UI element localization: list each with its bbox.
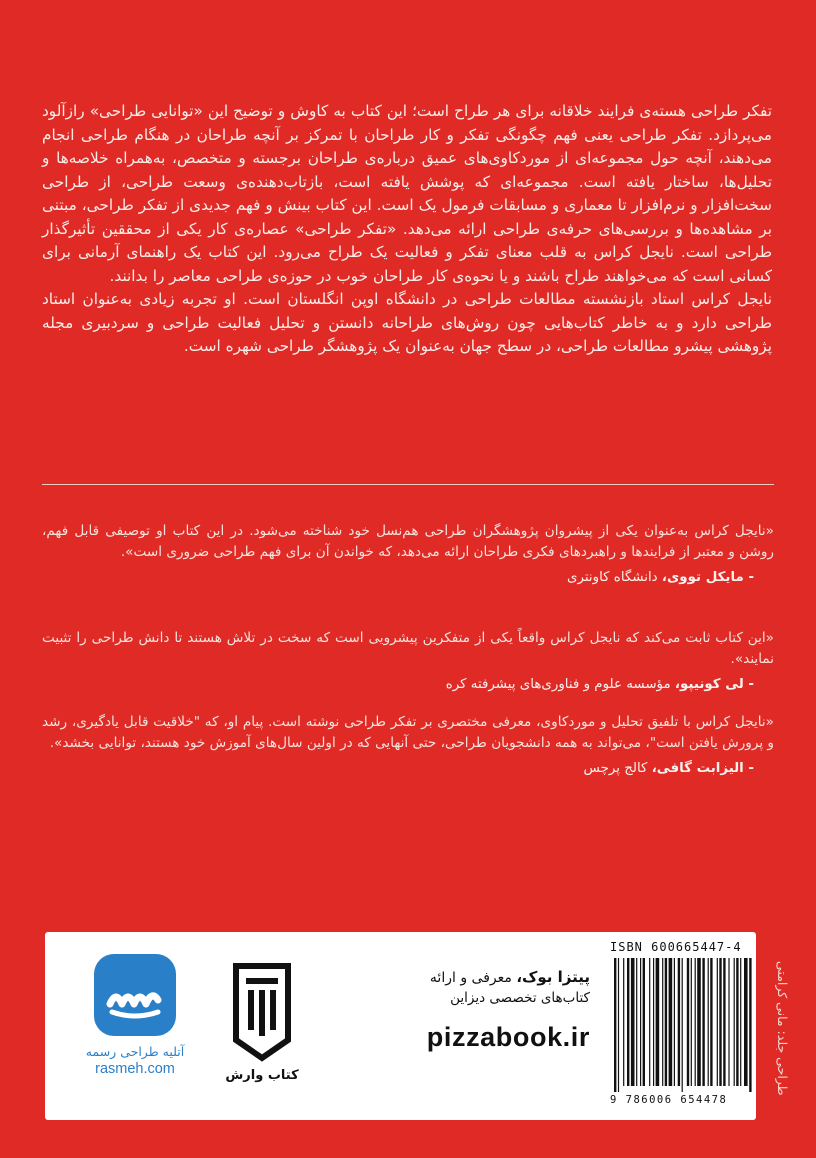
- barcode-image: [610, 958, 792, 1092]
- pizzabook-block: [350, 968, 590, 1053]
- warsh-logo-icon: [230, 962, 294, 1062]
- review-author-affiliation: مؤسسه علوم و فناوری‌های پیشرفته کره: [445, 677, 671, 692]
- review-author-name: - لی کونیپو،: [674, 677, 754, 692]
- pizzabook-tagline-rest: معرفی و ارائه: [429, 970, 517, 986]
- pizzabook-url: pizzabook.ir: [426, 1022, 590, 1052]
- review-author: [42, 674, 774, 695]
- warsh-publisher: [219, 962, 305, 1102]
- ean-digits: 9 786006 654478: [610, 1094, 728, 1106]
- review-3: [42, 712, 774, 779]
- rasmeh-name: آتلیه طراحی رسمه: [85, 1044, 185, 1059]
- review-author: [42, 758, 774, 779]
- book-description: [42, 100, 772, 359]
- review-1: [42, 521, 774, 588]
- cover-design-credit: طراحی جلد: مانی کرامتی: [775, 960, 790, 1096]
- pizzabook-tagline: [350, 968, 590, 986]
- isbn-text: ISBN 600665447-4: [610, 940, 742, 954]
- review-2: [42, 628, 774, 695]
- review-author-affiliation: کالج پرچس: [583, 761, 648, 776]
- pizzabook-name: پیتزا بوک،: [516, 968, 590, 986]
- pizzabook-subtitle: کتاب‌های تخصصی دیزاین: [450, 990, 590, 1006]
- review-quote: «نایجل کراس با تلفیق تحلیل و موردکاوی، معرفی مختصری بر تفکر طراحی نوشته است. پیام او، که "خلاقیت قابل یادگیری، رشد و پرورش یافتن است"، می‌تواند به همه دانشجویان طراحی، حتی آنهایی که در اولین سال‌های آموزش خود هستند، توانایی بخشد».: [42, 714, 774, 751]
- rasmeh-logo-icon: [92, 952, 178, 1038]
- author-bio-paragraph: نایجل کراس استاد بازنشسته مطالعات طراحی در دانشگاه اوپن انگلستان است. او تجربه زیادی به‌عنوان استاد طراحی دارد و به خاطر کتاب‌هایی چون روش‌های طراحانه دانستن و تحلیل فعالیت طراحی و سردبیری مجله پژوهشی پیشرو مطالعات طراحی، در سطح جهان به‌عنوان یک پژوهشگر طراحی شهره است.: [42, 290, 772, 355]
- publisher-footer: [45, 932, 756, 1120]
- review-author: [42, 567, 774, 588]
- warsh-name: کتاب وارش: [225, 1068, 299, 1083]
- rasmeh-atelier: [75, 952, 195, 1112]
- review-author-name: - مایکل تووی،: [661, 570, 754, 585]
- review-author-affiliation: دانشگاه کاونتری: [566, 570, 658, 585]
- review-quote: «نایجل کراس به‌عنوان یکی از پیشروان پژوهشگران طراحی هم‌نسل خود شناخته می‌شود. در این کتاب او توصیفی قابل فهم، روشن و معتبر از فرایندها و راهبردهای فکری طراحان ارائه می‌دهد، که خواندن آن برای فهم طراحی ضروری است».: [42, 523, 774, 560]
- rasmeh-url: rasmeh.com: [95, 1061, 175, 1077]
- review-author-name: - الیزابت گافی،: [651, 761, 754, 776]
- description-paragraph: تفکر طراحی هسته‌ی فرایند خلاقانه برای هر طراح است؛ این کتاب به کاوش و توضیح این «توانایی طراحی» رازآلود می‌پردازد. تفکر طراحی یعنی فهم چگونگی تفکر و کار طراحان با تمرکز بر آنچه طراحان در هنگام طراحی انجام می‌دهند، آنچه حول مجموعه‌ای از موردکاوی‌های عمیق درباره‌ی طراحان برجسته و متخصص، به‌همراه خلاصه‌ها و تحلیل‌ها، ساختار یافته است. مجموعه‌ای که پوشش یافته است، بازتاب‌دهنده‌ی وسعت طراحی، از طراحی سخت‌افزار و نرم‌افزار تا معماری و مسابقات فرمول یک است. این کتاب بینش و فهم جدیدی از تفکر طراحی، مبتنی بر مشاهده‌ها و بررسی‌های حرفه‌ی طراحی ارائه می‌دهد. «تفکر طراحی» عصاره‌ی کار یکی از محققین تأثیرگذار طراحی است. نایجل کراس به قلب معنای تفکر و فعالیت یک طراح می‌رود. این کتاب یک راهنمای آرمانی برای کسانی است که می‌خواهند طراح باشند و یا نحوه‌ی کار طراحان خوب در حوزه‌ی طراحی معاصر را بدانند.: [42, 102, 772, 285]
- section-divider: [42, 484, 774, 485]
- review-quote: «این کتاب ثابت می‌کند که نایجل کراس واقعاً یکی از متفکرین پیشرویی است که سخت در تلاش هستند تا دانش طراحی را تثبیت نمایند».: [42, 630, 774, 667]
- barcode-area: [610, 940, 792, 1112]
